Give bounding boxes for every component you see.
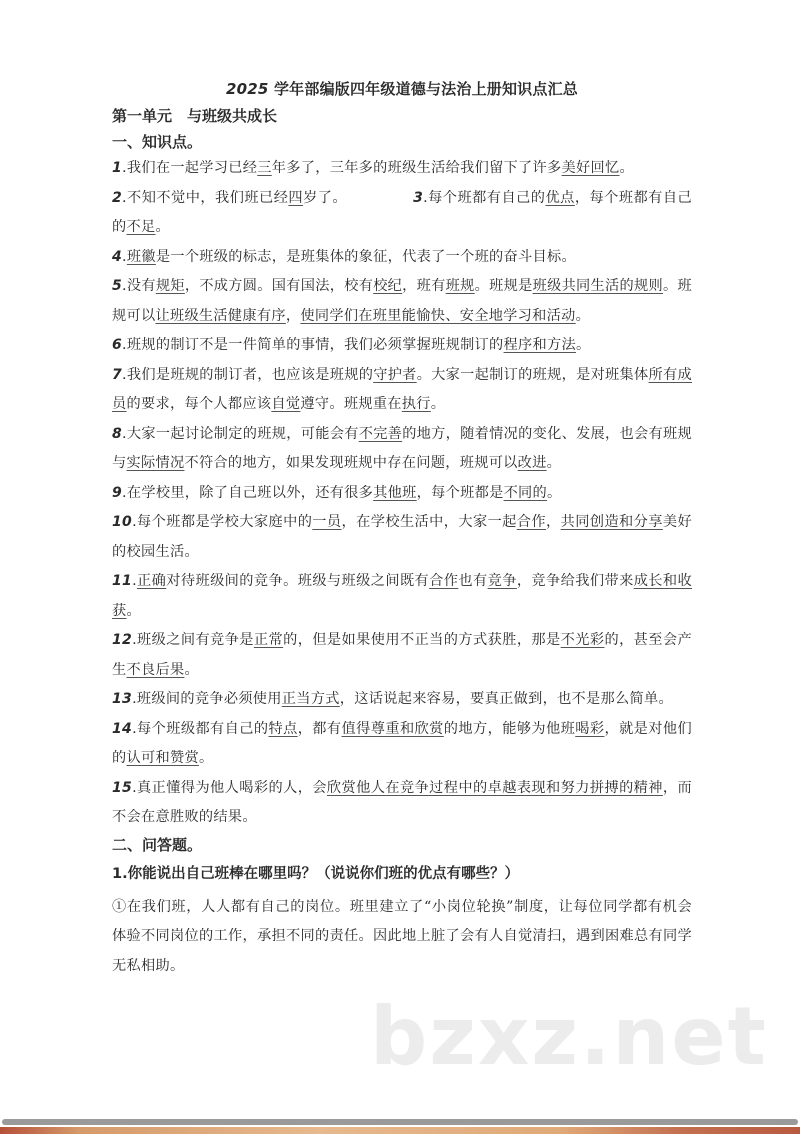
key-term: 一员	[312, 514, 342, 530]
key-term: 正常	[253, 632, 284, 648]
point-number: 8	[112, 425, 123, 442]
key-term: 自觉	[271, 396, 301, 412]
knowledge-point: 12.班级之间有竞争是正常的，但是如果使用不正当的方式获胜，那是不光彩的，甚至会产生不良后果。	[112, 632, 692, 678]
point-number: 12	[112, 632, 133, 648]
key-term: 美好回忆	[561, 160, 620, 176]
key-term: 三	[257, 160, 272, 176]
key-term: 守护者	[373, 366, 417, 383]
key-term: 不足	[126, 219, 156, 235]
point-number: 9	[112, 484, 123, 501]
key-term: 让班级生活健康有序	[155, 307, 286, 324]
key-term: 正确	[136, 573, 167, 589]
document-content	[112, 74, 692, 981]
knowledge-point: 6.班规的制订不是一件简单的事情，我们必须掌握班规制订的程序和方法。	[112, 337, 591, 353]
point-number: 15	[112, 779, 133, 796]
title-year: 2025	[226, 80, 269, 98]
knowledge-point: 4.班徽是一个班级的标志，是班集体的象征，代表了一个班的奋斗目标。	[112, 248, 576, 265]
background-strip	[0, 1127, 800, 1134]
key-term: 使同学们在班里能愉快、安全地学习和活动	[300, 307, 576, 324]
key-term: 不良后果	[126, 661, 185, 678]
key-term: 执行	[401, 396, 431, 412]
key-term: 成长和收获	[112, 573, 692, 619]
key-term: 程序和方法	[503, 337, 576, 353]
point-number: 4	[112, 248, 123, 265]
key-term: 班级共同生活的规则	[532, 278, 663, 294]
point-number: 14	[112, 720, 133, 737]
key-term: 班规	[445, 278, 475, 294]
key-term: 值得尊重和欣赏	[341, 720, 444, 737]
key-term: 竞争	[487, 573, 517, 589]
key-term: 不同的	[503, 484, 548, 501]
key-term: 规矩	[155, 278, 185, 294]
key-term: 共同创造和分享	[560, 514, 663, 530]
knowledge-point: 11.正确对待班级间的竞争。班级与班级之间既有合作也有竞争，竞争给我们带来成长和收获。	[112, 573, 692, 619]
point-number: 13	[112, 691, 133, 707]
document-title	[112, 74, 692, 104]
unit-heading: 第一单元 与班级共成长	[112, 107, 278, 125]
key-term: 喝彩	[575, 720, 605, 737]
key-term: 所有成员	[112, 366, 692, 412]
key-term: 实际情况	[126, 455, 185, 471]
knowledge-point: 2.不知不觉中，我们班已经四岁了。 3.每个班都有自己的优点，每个班都有自己的不足。	[112, 189, 692, 235]
key-term: 其他班	[373, 484, 417, 501]
key-term: 班徽	[126, 248, 156, 265]
point-number: 5	[112, 278, 123, 294]
knowledge-point: 5.没有规矩，不成方圆。国有国法，校有校纪，班有班规。班规是班级共同生活的规则。班规可以让班级生活健康有序，使同学们在班里能愉快、安全地学习和活动。	[112, 278, 692, 324]
knowledge-point: 1.我们在一起学习已经三年多了，三年多的班级生活给我们留下了许多美好回忆。	[112, 160, 634, 176]
answer-1: ①在我们班，人人都有自己的岗位。班里建立了“小岗位轮换”制度，让每位同学都有机会体验不同岗位的工作，承担不同的责任。因此地上脏了会有人自觉清扫，遇到困难总有同学无私相助。	[112, 898, 692, 974]
section-heading-qa: 二、问答题。	[112, 835, 203, 854]
key-term: 校纪	[373, 278, 403, 294]
knowledge-point: 8.大家一起讨论制定的班规，可能会有不完善的地方，随着情况的变化、发展，也会有班规与实际情况不符合的地方，如果发现班规中存在问题，班规可以改进。	[112, 425, 692, 471]
question-1: 1.你能说出自己班棒在哪里吗？（说说你们班的优点有哪些？）	[112, 865, 520, 882]
key-term: 特点	[268, 720, 298, 737]
key-term: 合作	[429, 573, 459, 589]
title-text: 学年部编版四年级道德与法治上册知识点汇总	[268, 80, 578, 98]
knowledge-points-list	[112, 154, 692, 833]
key-term: 不完善	[358, 425, 403, 442]
point-number: 6	[112, 337, 123, 353]
key-term: 改进	[517, 455, 547, 471]
point-number: 11	[112, 573, 133, 589]
watermark: bzxz.net	[370, 990, 768, 1083]
point-number: 10	[112, 514, 133, 530]
knowledge-point: 13.班级间的竞争必须使用正当方式，这话说起来容易，要真正做到，也不是那么简单。	[112, 691, 673, 707]
key-term: 不光彩	[560, 632, 605, 648]
knowledge-point: 14.每个班级都有自己的特点，都有值得尊重和欣赏的地方，能够为他班喝彩，就是对他们的认可和赞赏。	[112, 720, 692, 766]
point-number: 2	[112, 189, 123, 206]
knowledge-point: 7.我们是班规的制订者，也应该是班规的守护者。大家一起制订的班规，是对班集体所有成员的要求，每个人都应该自觉遵守。班规重在执行。	[112, 366, 692, 412]
key-term: 四	[288, 189, 304, 206]
point-number: 1	[112, 160, 123, 176]
key-term: 优点	[545, 189, 575, 206]
horizontal-scrollbar[interactable]	[2, 1119, 798, 1125]
key-term: 欣赏他人在竞争过程中的卓越表现和努力拼搏的精神	[326, 779, 663, 796]
key-term: 正当方式	[281, 691, 340, 707]
point-number: 3	[413, 189, 424, 206]
point-number: 7	[112, 366, 123, 383]
section-heading-knowledge: 一、知识点。	[112, 133, 203, 151]
key-term: 认可和赞赏	[126, 750, 199, 766]
key-term: 合作	[516, 514, 547, 530]
knowledge-point: 10.每个班都是学校大家庭中的一员，在学校生活中，大家一起合作，共同创造和分享美好的校园生活。	[112, 514, 692, 560]
knowledge-point: 9.在学校里，除了自己班以外，还有很多其他班，每个班都是不同的。	[112, 484, 562, 501]
knowledge-point: 15.真正懂得为他人喝彩的人，会欣赏他人在竞争过程中的卓越表现和努力拼搏的精神，而不会在意胜败的结果。	[112, 779, 692, 825]
